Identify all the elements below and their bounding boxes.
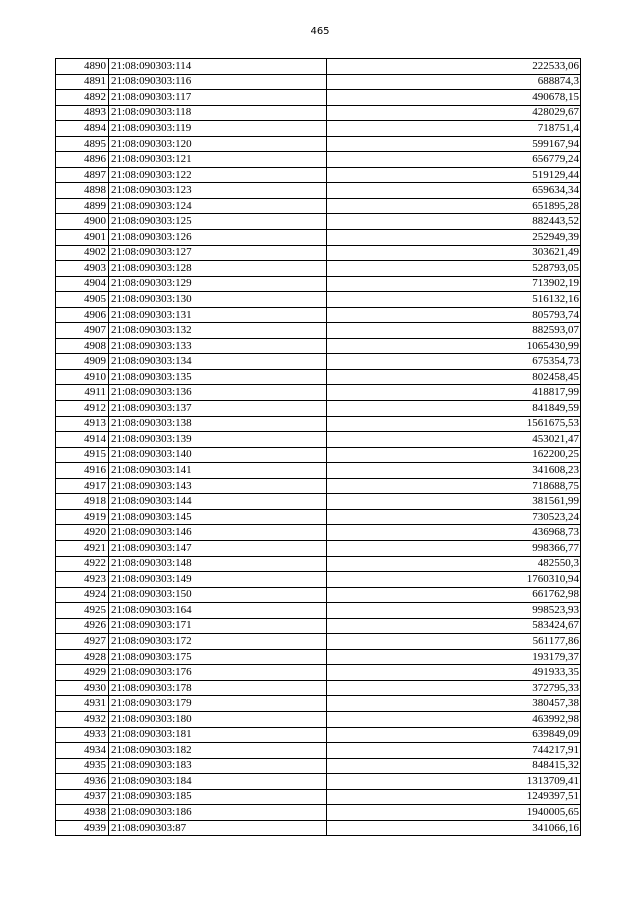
table-row — [56, 618, 581, 634]
cadastral-number: 21:08:090303:181 — [109, 727, 327, 743]
row-number: 4902 — [56, 245, 109, 261]
cadastral-number: 21:08:090303:184 — [109, 774, 327, 790]
table-row — [56, 789, 581, 805]
cadastral-number: 21:08:090303:122 — [109, 167, 327, 183]
row-number: 4930 — [56, 680, 109, 696]
row-number: 4911 — [56, 385, 109, 401]
row-number: 4894 — [56, 121, 109, 137]
table-row — [56, 711, 581, 727]
cadastral-value: 519129,44 — [327, 167, 581, 183]
table-row — [56, 416, 581, 432]
row-number: 4896 — [56, 152, 109, 168]
row-number: 4918 — [56, 494, 109, 510]
cadastral-number: 21:08:090303:125 — [109, 214, 327, 230]
row-number: 4897 — [56, 167, 109, 183]
table-row — [56, 820, 581, 836]
cadastral-number: 21:08:090303:126 — [109, 230, 327, 246]
cadastral-number: 21:08:090303:135 — [109, 369, 327, 385]
row-number: 4892 — [56, 90, 109, 106]
cadastral-value: 482550,3 — [327, 556, 581, 572]
row-number: 4913 — [56, 416, 109, 432]
cadastral-value: 528793,05 — [327, 261, 581, 277]
cadastral-number: 21:08:090303:182 — [109, 743, 327, 759]
table-row — [56, 401, 581, 417]
cadastral-number: 21:08:090303:150 — [109, 587, 327, 603]
table-row — [56, 665, 581, 681]
table-row — [56, 432, 581, 448]
cadastral-value: 599167,94 — [327, 136, 581, 152]
row-number: 4916 — [56, 463, 109, 479]
table-row — [56, 774, 581, 790]
cadastral-value: 561177,86 — [327, 634, 581, 650]
row-number: 4929 — [56, 665, 109, 681]
cadastral-value: 651895,28 — [327, 198, 581, 214]
table-row — [56, 105, 581, 121]
page-number: 465 — [310, 26, 330, 37]
cadastral-number: 21:08:090303:172 — [109, 634, 327, 650]
table-row — [56, 540, 581, 556]
row-number: 4898 — [56, 183, 109, 199]
cadastral-number: 21:08:090303:119 — [109, 121, 327, 137]
row-number: 4923 — [56, 572, 109, 588]
cadastral-number: 21:08:090303:148 — [109, 556, 327, 572]
cadastral-value: 436968,73 — [327, 525, 581, 541]
cadastral-value: 453021,47 — [327, 432, 581, 448]
row-number: 4934 — [56, 743, 109, 759]
table-row — [56, 696, 581, 712]
row-number: 4900 — [56, 214, 109, 230]
table-row — [56, 152, 581, 168]
cadastral-number: 21:08:090303:134 — [109, 354, 327, 370]
cadastral-value: 303621,49 — [327, 245, 581, 261]
row-number: 4912 — [56, 401, 109, 417]
table-row — [56, 525, 581, 541]
table-body — [56, 59, 581, 836]
table-row — [56, 509, 581, 525]
cadastral-number: 21:08:090303:131 — [109, 307, 327, 323]
cadastral-value: 193179,37 — [327, 649, 581, 665]
cadastral-number: 21:08:090303:136 — [109, 385, 327, 401]
table-row — [56, 727, 581, 743]
row-number: 4915 — [56, 447, 109, 463]
cadastral-number: 21:08:090303:116 — [109, 74, 327, 90]
cadastral-number: 21:08:090303:133 — [109, 338, 327, 354]
table-row — [56, 447, 581, 463]
cadastral-number: 21:08:090303:140 — [109, 447, 327, 463]
cadastral-value: 656779,24 — [327, 152, 581, 168]
table-row — [56, 634, 581, 650]
cadastral-value: 713902,19 — [327, 276, 581, 292]
row-number: 4937 — [56, 789, 109, 805]
table-row — [56, 292, 581, 308]
row-number: 4931 — [56, 696, 109, 712]
table-row — [56, 307, 581, 323]
table-row — [56, 59, 581, 75]
table-row — [56, 198, 581, 214]
cadastral-number: 21:08:090303:175 — [109, 649, 327, 665]
row-number: 4901 — [56, 230, 109, 246]
cadastral-number: 21:08:090303:121 — [109, 152, 327, 168]
cadastral-value: 998523,93 — [327, 603, 581, 619]
cadastral-value: 380457,38 — [327, 696, 581, 712]
cadastral-number: 21:08:090303:176 — [109, 665, 327, 681]
table-row — [56, 743, 581, 759]
cadastral-value: 805793,74 — [327, 307, 581, 323]
table-row — [56, 338, 581, 354]
cadastral-number: 21:08:090303:123 — [109, 183, 327, 199]
cadastral-number: 21:08:090303:143 — [109, 478, 327, 494]
table-row — [56, 323, 581, 339]
cadastral-value: 1065430,99 — [327, 338, 581, 354]
row-number: 4933 — [56, 727, 109, 743]
cadastral-value: 661762,98 — [327, 587, 581, 603]
table-row — [56, 369, 581, 385]
cadastral-number: 21:08:090303:146 — [109, 525, 327, 541]
table-row — [56, 136, 581, 152]
table-row — [56, 183, 581, 199]
cadastral-value: 491933,35 — [327, 665, 581, 681]
row-number: 4895 — [56, 136, 109, 152]
cadastral-number: 21:08:090303:130 — [109, 292, 327, 308]
cadastral-value: 372795,33 — [327, 680, 581, 696]
row-number: 4924 — [56, 587, 109, 603]
cadastral-value: 744217,91 — [327, 743, 581, 759]
table-row — [56, 556, 581, 572]
table-row — [56, 463, 581, 479]
cadastral-value: 659634,34 — [327, 183, 581, 199]
cadastral-value: 1249397,51 — [327, 789, 581, 805]
table-row — [56, 121, 581, 137]
cadastral-number: 21:08:090303:183 — [109, 758, 327, 774]
row-number: 4891 — [56, 74, 109, 90]
cadastral-number: 21:08:090303:185 — [109, 789, 327, 805]
row-number: 4921 — [56, 540, 109, 556]
cadastral-value: 1760310,94 — [327, 572, 581, 588]
cadastral-number: 21:08:090303:127 — [109, 245, 327, 261]
cadastral-value: 730523,24 — [327, 509, 581, 525]
cadastral-number: 21:08:090303:178 — [109, 680, 327, 696]
cadastral-number: 21:08:090303:129 — [109, 276, 327, 292]
row-number: 4904 — [56, 276, 109, 292]
row-number: 4908 — [56, 338, 109, 354]
cadastral-value: 882443,52 — [327, 214, 581, 230]
cadastral-value: 1561675,53 — [327, 416, 581, 432]
cadastral-value: 463992,98 — [327, 711, 581, 727]
cadastral-number: 21:08:090303:139 — [109, 432, 327, 448]
table-row — [56, 680, 581, 696]
row-number: 4905 — [56, 292, 109, 308]
cadastral-value: 639849,09 — [327, 727, 581, 743]
row-number: 4922 — [56, 556, 109, 572]
table-row — [56, 649, 581, 665]
row-number: 4928 — [56, 649, 109, 665]
table-row — [56, 245, 581, 261]
cadastral-value: 841849,59 — [327, 401, 581, 417]
row-number: 4919 — [56, 509, 109, 525]
row-number: 4893 — [56, 105, 109, 121]
row-number: 4903 — [56, 261, 109, 277]
row-number: 4935 — [56, 758, 109, 774]
cadastral-value: 998366,77 — [327, 540, 581, 556]
cadastral-number: 21:08:090303:180 — [109, 711, 327, 727]
cadastral-number: 21:08:090303:179 — [109, 696, 327, 712]
cadastral-value: 688874,3 — [327, 74, 581, 90]
cadastral-value: 516132,16 — [327, 292, 581, 308]
cadastral-number: 21:08:090303:114 — [109, 59, 327, 75]
cadastral-value: 341608,23 — [327, 463, 581, 479]
row-number: 4936 — [56, 774, 109, 790]
table-row — [56, 385, 581, 401]
cadastral-value: 882593,07 — [327, 323, 581, 339]
cadastral-value: 848415,32 — [327, 758, 581, 774]
row-number: 4890 — [56, 59, 109, 75]
row-number: 4927 — [56, 634, 109, 650]
cadastral-value: 252949,39 — [327, 230, 581, 246]
row-number: 4925 — [56, 603, 109, 619]
table-row — [56, 758, 581, 774]
cadastral-number: 21:08:090303:144 — [109, 494, 327, 510]
table-row — [56, 478, 581, 494]
cadastral-number: 21:08:090303:137 — [109, 401, 327, 417]
table-row — [56, 90, 581, 106]
cadastral-number: 21:08:090303:147 — [109, 540, 327, 556]
cadastral-value: 1940005,65 — [327, 805, 581, 821]
table-row — [56, 494, 581, 510]
table-row — [56, 74, 581, 90]
row-number: 4907 — [56, 323, 109, 339]
row-number: 4906 — [56, 307, 109, 323]
cadastral-value: 418817,99 — [327, 385, 581, 401]
table-row — [56, 354, 581, 370]
cadastral-number: 21:08:090303:149 — [109, 572, 327, 588]
cadastral-value: 428029,67 — [327, 105, 581, 121]
row-number: 4932 — [56, 711, 109, 727]
cadastral-number: 21:08:090303:141 — [109, 463, 327, 479]
table-row — [56, 214, 581, 230]
table-row — [56, 572, 581, 588]
cadastral-number: 21:08:090303:145 — [109, 509, 327, 525]
cadastral-number: 21:08:090303:87 — [109, 820, 327, 836]
table-row — [56, 230, 581, 246]
cadastral-number: 21:08:090303:120 — [109, 136, 327, 152]
row-number: 4914 — [56, 432, 109, 448]
table-row — [56, 276, 581, 292]
cadastral-value: 675354,73 — [327, 354, 581, 370]
cadastral-value: 341066,16 — [327, 820, 581, 836]
cadastral-number: 21:08:090303:117 — [109, 90, 327, 106]
table-row — [56, 587, 581, 603]
cadastral-value: 583424,67 — [327, 618, 581, 634]
row-number: 4910 — [56, 369, 109, 385]
cadastral-value: 381561,99 — [327, 494, 581, 510]
row-number: 4938 — [56, 805, 109, 821]
cadastral-number: 21:08:090303:164 — [109, 603, 327, 619]
row-number: 4920 — [56, 525, 109, 541]
cadastral-value: 162200,25 — [327, 447, 581, 463]
cadastral-number: 21:08:090303:186 — [109, 805, 327, 821]
cadastral-value: 718688,75 — [327, 478, 581, 494]
row-number: 4909 — [56, 354, 109, 370]
cadastral-value: 490678,15 — [327, 90, 581, 106]
cadastral-number: 21:08:090303:128 — [109, 261, 327, 277]
row-number: 4917 — [56, 478, 109, 494]
cadastral-number: 21:08:090303:132 — [109, 323, 327, 339]
row-number: 4899 — [56, 198, 109, 214]
cadastral-number: 21:08:090303:171 — [109, 618, 327, 634]
cadastral-value-table — [55, 58, 581, 836]
table-row — [56, 603, 581, 619]
cadastral-number: 21:08:090303:124 — [109, 198, 327, 214]
table-row — [56, 805, 581, 821]
cadastral-number: 21:08:090303:138 — [109, 416, 327, 432]
cadastral-number: 21:08:090303:118 — [109, 105, 327, 121]
table-row — [56, 261, 581, 277]
cadastral-value: 1313709,41 — [327, 774, 581, 790]
cadastral-value: 222533,06 — [327, 59, 581, 75]
cadastral-value: 718751,4 — [327, 121, 581, 137]
row-number: 4926 — [56, 618, 109, 634]
table-row — [56, 167, 581, 183]
cadastral-value: 802458,45 — [327, 369, 581, 385]
row-number: 4939 — [56, 820, 109, 836]
